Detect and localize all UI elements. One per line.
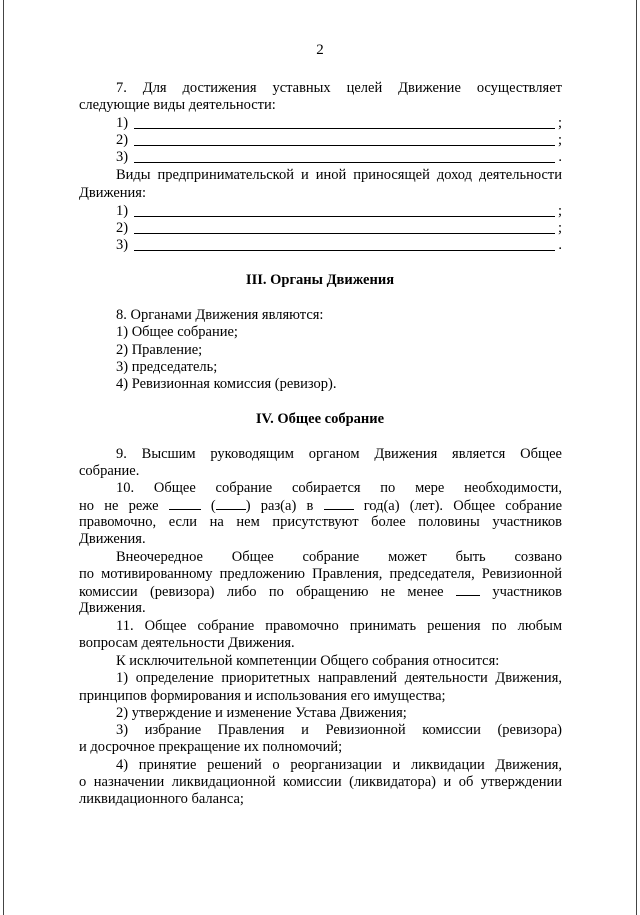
competence-1-line1: 1) определение приоритетных направлений деятельности Движения,: [116, 670, 562, 686]
competence-2: 2) утверждение и изменение Устава Движения;: [116, 705, 407, 721]
blank-end: .: [558, 237, 562, 253]
p10-text-b: (: [210, 498, 216, 514]
competence-1-line2: принципов формирования и использования его имущества;: [79, 688, 446, 704]
activity-blank-3[interactable]: [116, 149, 562, 166]
competence-4-line2: о назначении ликвидационной комиссии (ликвидатора) и об утверждении: [79, 774, 562, 790]
section-3-heading: III. Органы Движения: [245, 272, 395, 288]
fill-line: [134, 128, 555, 129]
p7-line2: следующие виды деятельности:: [79, 97, 276, 113]
activity-blank-2[interactable]: [116, 132, 562, 149]
blank-number: 2): [116, 132, 129, 148]
section-4-heading: IV. Общее собрание: [255, 411, 385, 427]
extra-line1: Внеочередное Общее собрание может быть созвано: [116, 549, 562, 565]
p10-text-a: но не реже: [79, 498, 159, 514]
years-blank[interactable]: [324, 497, 354, 510]
p11-line2: вопросам деятельности Движения.: [79, 635, 295, 651]
p10-text-d: год(а) (лет). Общее собрание: [363, 498, 563, 514]
scan-border-right: [636, 0, 637, 915]
times-words-blank[interactable]: [216, 497, 246, 510]
blank-end: ;: [557, 220, 562, 236]
exclusive-intro: К исключительной компетенции Общего собрания относится:: [116, 653, 500, 669]
organ-item-2: 2) Правление;: [116, 342, 203, 358]
activity-blank-1[interactable]: [116, 115, 562, 132]
blank-number: 2): [116, 220, 129, 236]
p7-line1: 7. Для достижения уставных целей Движение осуществляет: [116, 80, 562, 96]
competence-4-line1: 4) принятие решений о реорганизации и ликвидации Движения,: [116, 757, 562, 773]
fill-line: [134, 145, 555, 146]
blank-number: 3): [116, 237, 129, 253]
business-line1: Виды предпринимательской и иной приносящей доход деятельности: [116, 167, 562, 183]
competence-3-line2: и досрочное прекращение их полномочий;: [79, 739, 343, 755]
p10-line2: [79, 497, 562, 515]
fill-line: [134, 233, 555, 234]
scan-border-left: [3, 0, 4, 915]
p10-line4: Движения.: [79, 531, 146, 547]
p9-line2: собрание.: [79, 463, 140, 479]
fill-line: [134, 250, 555, 251]
organ-item-1: 1) Общее собрание;: [116, 324, 238, 340]
blank-number: 3): [116, 149, 129, 165]
extra-line3: [79, 583, 562, 601]
competence-4-line3: ликвидационного баланса;: [79, 791, 244, 807]
business-blank-3[interactable]: [116, 237, 562, 254]
p9-line1: 9. Высшим руководящим органом Движения является Общее: [116, 446, 562, 462]
fill-line: [134, 216, 555, 217]
extra-text-b: участников: [492, 584, 563, 600]
page-number: 2: [316, 42, 324, 58]
blank-end: ;: [557, 115, 562, 131]
members-count-blank[interactable]: [456, 583, 480, 596]
extra-line4: Движения.: [79, 600, 146, 616]
blank-end: ;: [557, 203, 562, 219]
times-count-blank[interactable]: [169, 497, 201, 510]
blank-end: ;: [557, 132, 562, 148]
fill-line: [134, 162, 555, 163]
organ-item-4: 4) Ревизионная комиссия (ревизор).: [116, 376, 337, 392]
organ-item-3: 3) председатель;: [116, 359, 218, 375]
p8-intro: 8. Органами Движения являются:: [116, 307, 324, 323]
p11-line1: 11. Общее собрание правомочно принимать решения по любым: [116, 618, 562, 634]
p10-line3: правомочно, если на нем присутствуют более половины участников: [79, 514, 562, 530]
business-line2: Движения:: [79, 185, 146, 201]
p10-line1: 10. Общее собрание собирается по мере необходимости,: [116, 480, 562, 496]
blank-end: .: [558, 149, 562, 165]
blank-number: 1): [116, 203, 129, 219]
extra-text-a: комиссии (ревизора) либо по обращению не менее: [79, 584, 444, 600]
business-blank-1[interactable]: [116, 203, 562, 220]
p10-text-c: ) раз(а) в: [245, 498, 314, 514]
extra-line2: по мотивированному предложению Правления, председателя, Ревизионной: [79, 566, 562, 582]
business-blank-2[interactable]: [116, 220, 562, 237]
blank-number: 1): [116, 115, 129, 131]
competence-3-line1: 3) избрание Правления и Ревизионной комиссии (ревизора): [116, 722, 562, 738]
